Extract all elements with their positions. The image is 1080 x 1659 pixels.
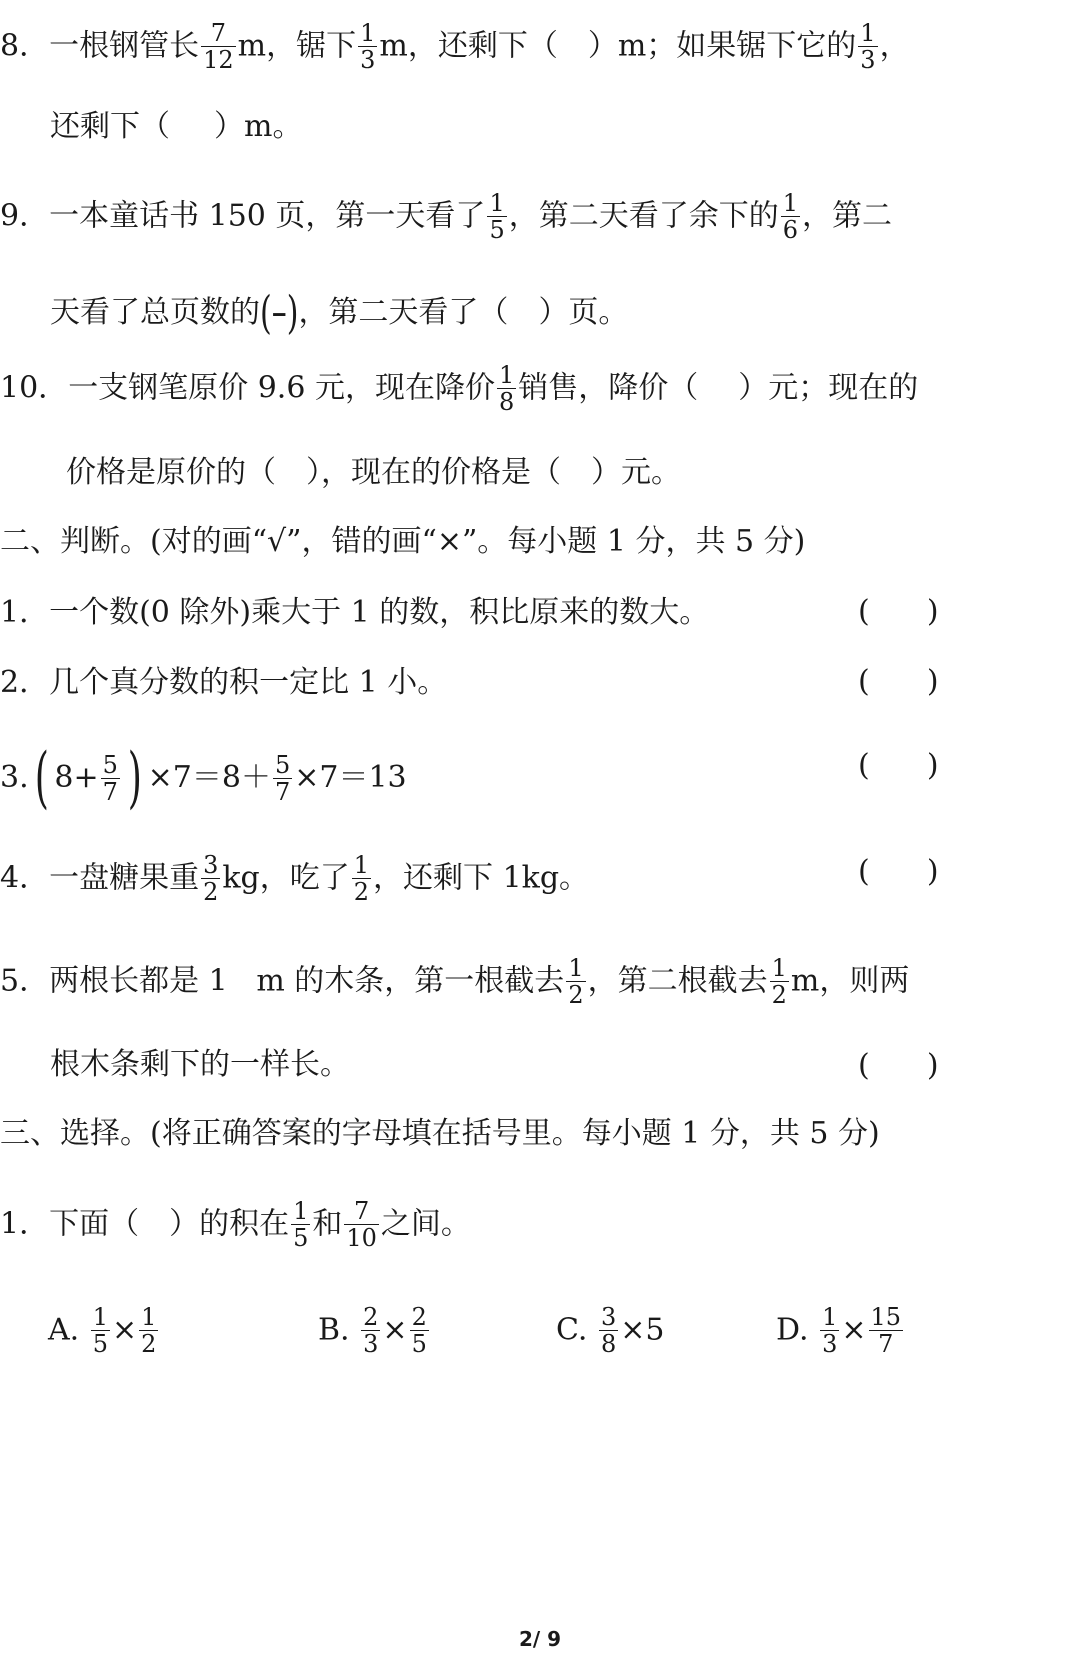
q10-text: 一支钢笔原价 9.6 元，现在降价 [68, 370, 495, 406]
fraction: $\frac{1}{2}$ [353, 851, 370, 906]
q8-text: ）m；如果锯下它的 [587, 28, 857, 64]
option-d[interactable]: D. $\frac{1}{3}$ × $\frac{15}{7}$ [776, 1303, 902, 1358]
fraction: $\frac{5}{7}$ [102, 750, 118, 806]
fraction: $\frac{1}{5}$ [489, 189, 505, 244]
q9-line2 [50, 285, 629, 340]
fraction: $\frac{1}{3}$ [360, 19, 376, 74]
q9-text: 天看了总页数的 [50, 295, 260, 330]
q8-number: 8． [0, 28, 50, 64]
q9-text: ，第二 [802, 198, 892, 234]
blank-fraction: (–) [260, 285, 299, 340]
fraction: $\frac{1}{8}$ [498, 361, 515, 416]
answer-paren[interactable]: ( ) [858, 854, 939, 889]
option-a[interactable]: A. $\frac{1}{5}$ × $\frac{1}{2}$ [48, 1303, 157, 1358]
answer-paren[interactable]: ( ) [858, 664, 939, 699]
option-c[interactable]: C. $\frac{3}{8}$ ×5 [556, 1303, 665, 1358]
fraction: $\frac{1}{5}$ [293, 1197, 309, 1252]
q8-line1 [0, 20, 910, 73]
q9-text: ，第二天看了余下的 [508, 198, 779, 234]
q10-text: 销售，降价（ [518, 370, 699, 406]
answer-paren[interactable]: ( ) [858, 1048, 939, 1083]
q10-text: ）元。 [591, 455, 681, 490]
q8-line2 [50, 106, 302, 147]
fraction: $\frac{1}{2}$ [771, 954, 787, 1009]
q8-text: 还剩下（ [50, 109, 170, 144]
judge-q4: 4．一盘糖果重 $\frac{3}{2}$ kg，吃了 $\frac{1}{2}$ ，还剩下 1kg。 [0, 851, 590, 906]
q8-text: 一根钢管长 [49, 28, 200, 64]
q8-text: m，还剩下（ [379, 28, 558, 64]
q9-line1 [0, 190, 892, 243]
answer-paren[interactable]: ( ) [858, 748, 939, 783]
q10-line1 [0, 362, 918, 415]
q10-text: ）元；现在的 [738, 370, 919, 406]
fraction: $\frac{3}{2}$ [203, 851, 219, 906]
judge-q2: 2．几个真分数的积一定比 1 小。 [0, 665, 448, 700]
q10-text: 价格是原价的（ [66, 455, 276, 490]
q9-text: 一本童话书 150 页，第一天看了 [49, 198, 486, 234]
q8-text: ， [879, 28, 910, 64]
fraction: $\frac{1}{6}$ [782, 189, 798, 244]
option-b[interactable]: B. $\frac{2}{3}$ × $\frac{2}{5}$ [318, 1303, 427, 1358]
q10-line2 [66, 452, 681, 493]
section2-title: 二、判断。(对的画“√”，错的画“×”。每小题 1 分，共 5 分) [0, 524, 806, 559]
judge-q5-line1: 5．两根长都是 1 m 的木条，第一根截去 $\frac{1}{2}$ ，第二根截去 $\frac{1}{2}$ m，则两 [0, 954, 910, 1009]
q9-text: ，第二天看了（ [298, 295, 509, 330]
section3-title: 三、选择。(将正确答案的字母填在括号里。每小题 1 分，共 5 分) [0, 1116, 880, 1151]
page-number: 2/ 9 [518, 1627, 562, 1651]
q9-number: 9． [0, 198, 50, 234]
q8-text: m，锯下 [237, 28, 357, 64]
judge-q5-line2: 根木条剩下的一样长。 [50, 1047, 350, 1082]
answer-paren[interactable]: ( ) [858, 594, 939, 629]
q10-text: ），现在的价格是（ [306, 455, 561, 490]
fraction: $\frac{5}{7}$ [274, 750, 291, 806]
judge-q1: 1．一个数(0 除外)乘大于 1 的数，积比原来的数大。 [0, 595, 710, 630]
fraction: $\frac{1}{3}$ [860, 19, 876, 74]
choice-q1: 1．下面（ ）的积在 $\frac{1}{5}$ 和 $\frac{7}{10}$ 之间。 [0, 1197, 471, 1252]
fraction: $\frac{7}{12}$ [203, 19, 234, 74]
judge-q3: 3.( 8+ $\frac{5}{7}$ ) ×7＝8＋ $\frac{5}{7}$ ×7＝13 [0, 739, 407, 816]
fraction: $\frac{7}{10}$ [346, 1197, 377, 1252]
fraction: $\frac{1}{2}$ [568, 954, 584, 1009]
q10-number: 10． [0, 370, 69, 406]
q8-text: ）m。 [214, 109, 303, 144]
q9-text: ）页。 [538, 295, 629, 330]
